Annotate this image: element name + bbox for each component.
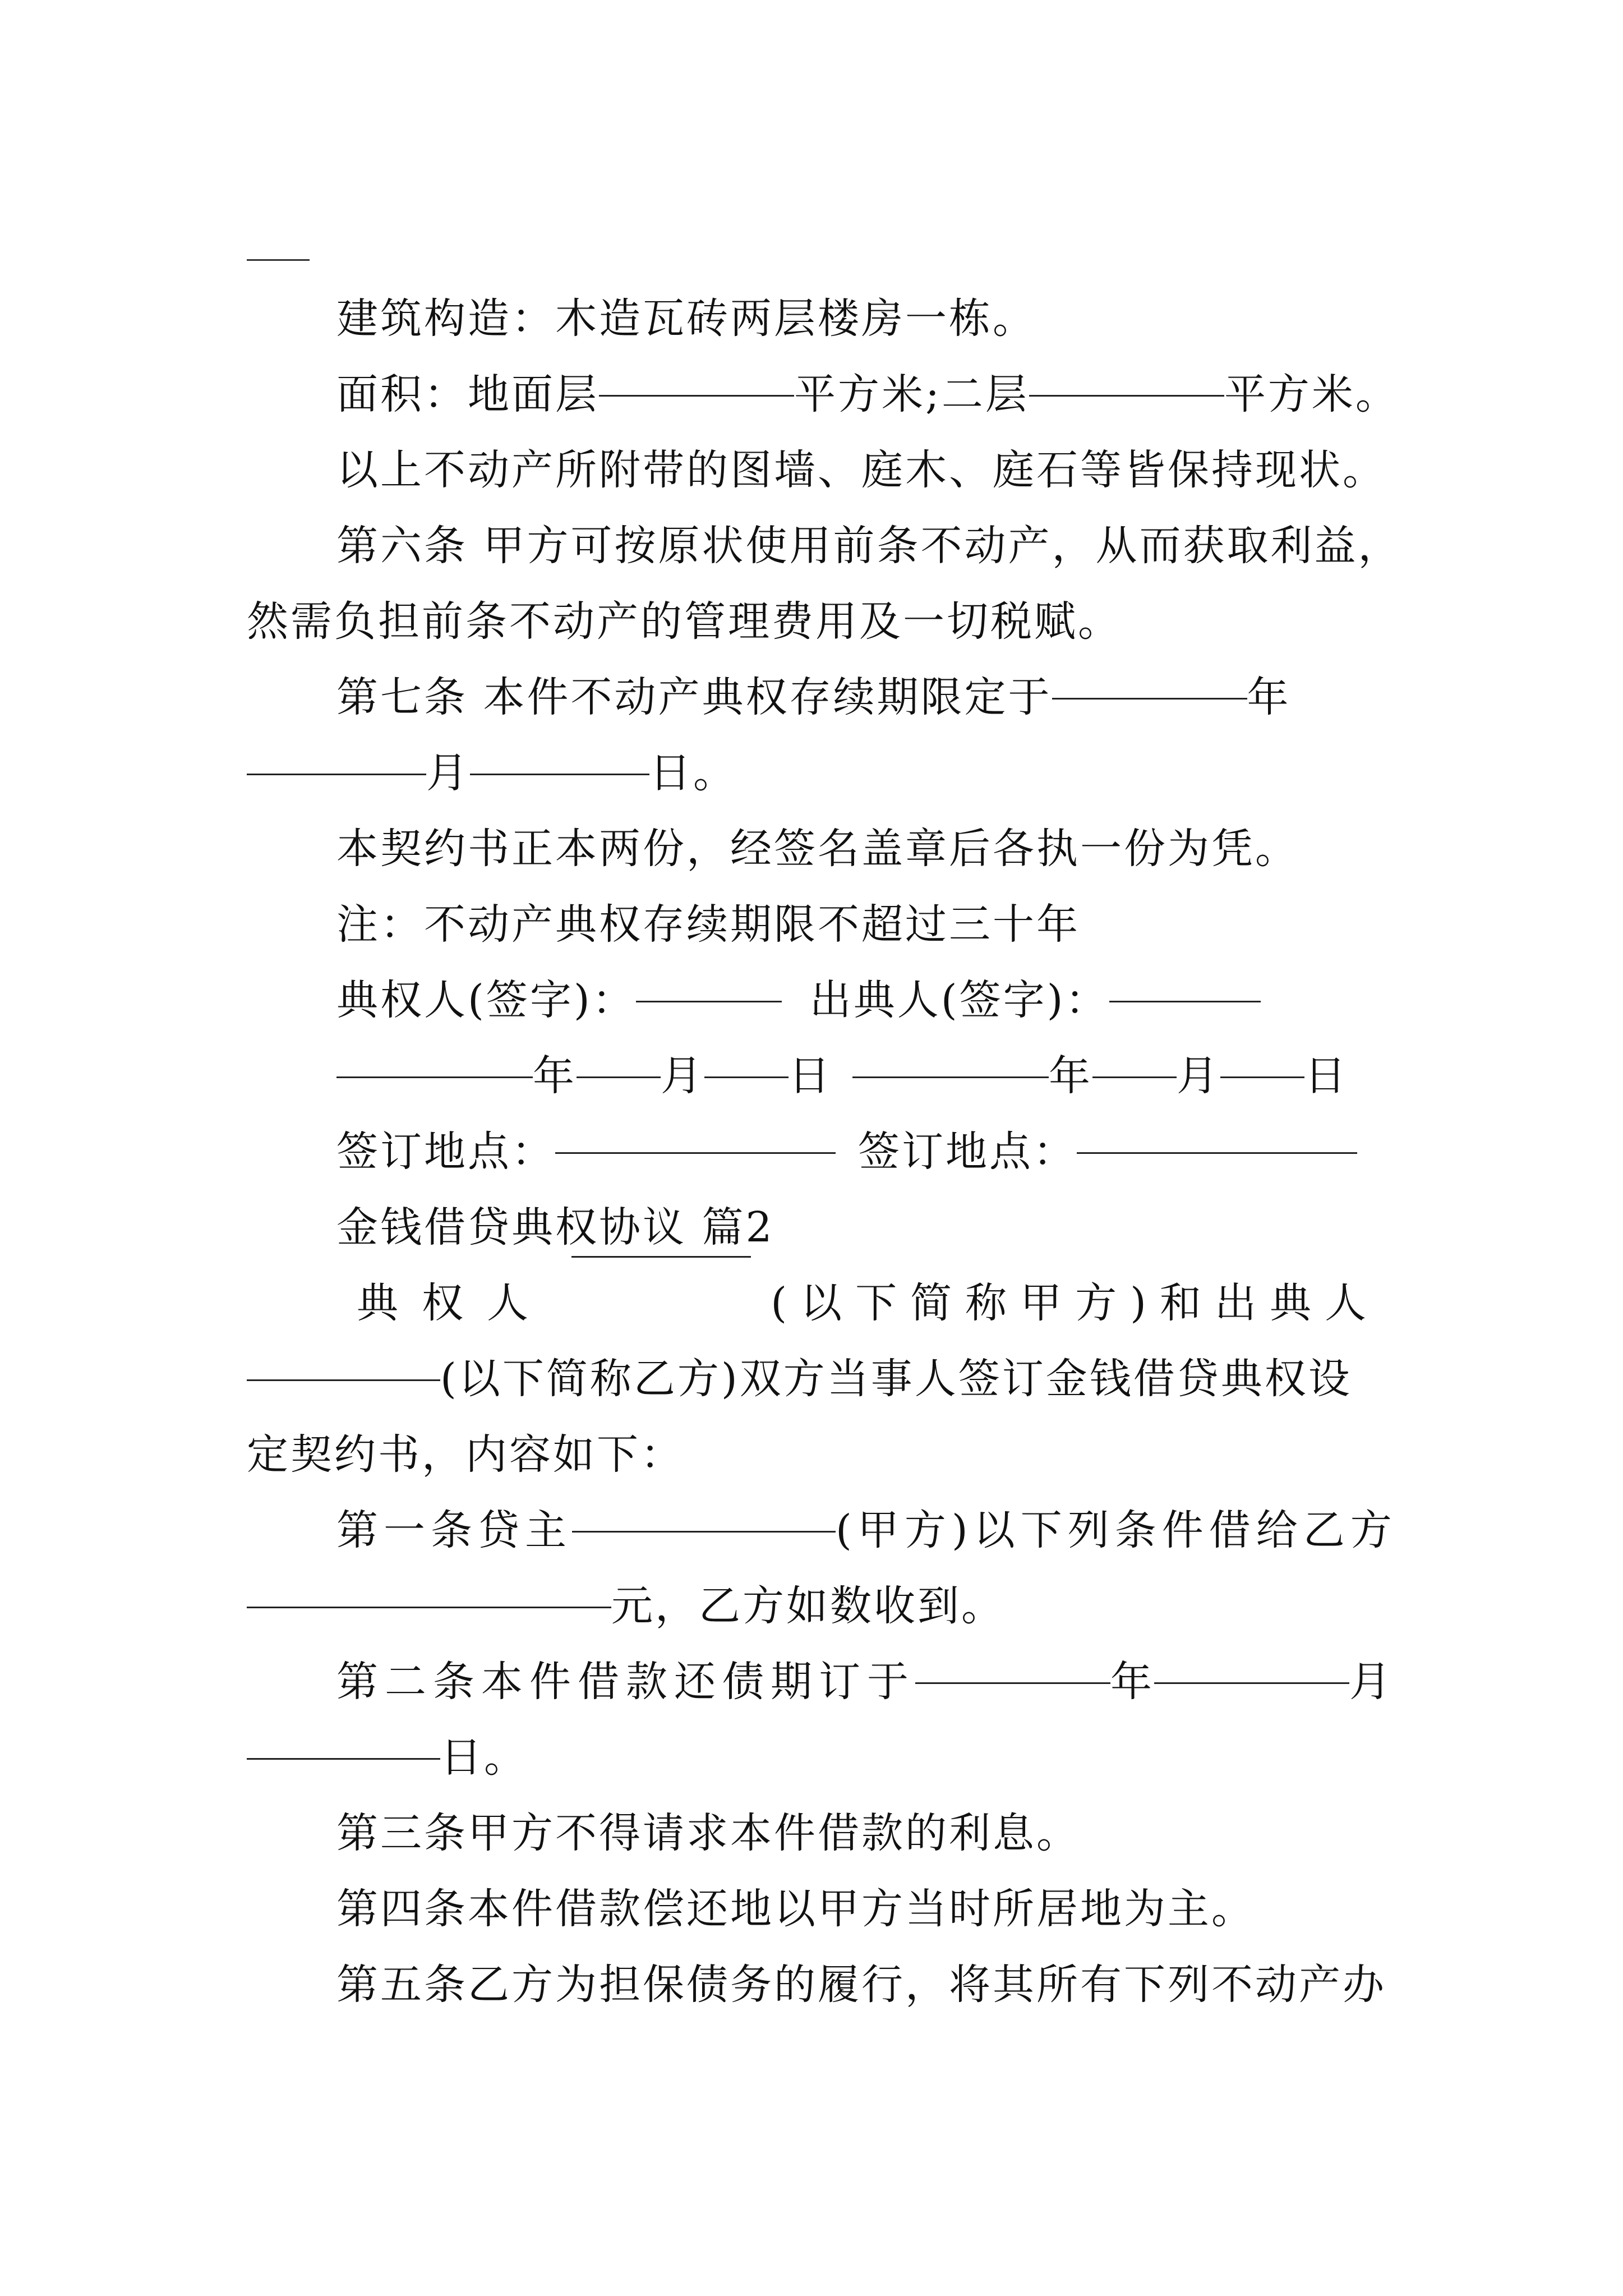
text: 建筑构造：木造瓦砖两层楼房一栋。 <box>336 295 1036 343</box>
article-4-line <box>336 1875 1380 1943</box>
text: 月 <box>1349 1658 1393 1706</box>
building-structure-line <box>336 285 1380 352</box>
article-6-cont-line <box>247 588 1380 655</box>
parties-line <box>336 1269 1380 1337</box>
text: 年 <box>1247 673 1291 721</box>
text: 第六条 甲方可按原状使用前条不动产，从而获取利益， <box>336 522 1402 570</box>
section-heading <box>336 1194 1380 1261</box>
blank-field <box>571 1269 751 1337</box>
text: 日。 <box>440 1733 528 1782</box>
article-1-cont-line <box>247 1572 1380 1640</box>
text: 典权人(签字)： <box>336 976 636 1024</box>
text: 定契约书，内容如下： <box>247 1430 684 1479</box>
text: 日 <box>1304 1052 1348 1100</box>
top-rule <box>247 259 310 261</box>
article-3-line <box>336 1800 1380 1867</box>
article-6-line <box>336 512 1402 579</box>
signing-place-line <box>336 1118 1380 1185</box>
article-1-line <box>336 1497 1398 1564</box>
parties-cont-line-2 <box>247 1421 1380 1488</box>
text: 月 <box>661 1052 704 1100</box>
text: 出典人(签字)： <box>809 976 1109 1024</box>
text: 以上不动产所附带的图墙、庭木、庭石等皆保持现状。 <box>336 446 1386 494</box>
text: 月 <box>426 749 470 797</box>
article-7-line <box>336 664 1380 731</box>
area-line <box>336 361 1399 428</box>
text: 面积：地面层 <box>336 370 599 418</box>
paragraph-line <box>336 436 1386 504</box>
parties-cont-line <box>247 1345 1380 1412</box>
text: 年 <box>1049 1052 1092 1100</box>
text: 注：不动产典权存续期限不超过三十年 <box>336 900 1080 949</box>
text: 平方米。 <box>1224 370 1399 418</box>
article-5-line <box>336 1951 1386 2018</box>
text: (以下简称甲方)和出典人 <box>771 1279 1380 1327</box>
text: (以下简称乙方)双方当事人签订金钱借贷典权设 <box>440 1355 1352 1403</box>
text: 第三条甲方不得请求本件借款的利息。 <box>336 1809 1080 1857</box>
text: 金钱借贷典权协议 篇2 <box>336 1203 774 1251</box>
text: 典权人 <box>357 1279 552 1327</box>
text: 第七条 本件不动产典权存续期限定于 <box>336 673 1052 721</box>
text: (甲方)以下列条件借给乙方 <box>836 1506 1398 1554</box>
text: 第一条贷主 <box>336 1506 572 1554</box>
text: 元，乙方如数收到。 <box>611 1582 1005 1630</box>
signature-line <box>336 967 1380 1034</box>
text: 然需负担前条不动产的管理费用及一切税赋。 <box>247 597 1122 646</box>
article-2-line <box>336 1648 1393 1715</box>
copies-line <box>336 815 1380 882</box>
text: 年 <box>1110 1658 1154 1706</box>
text: 本契约书正本两份，经签名盖章后各执一份为凭。 <box>336 825 1299 873</box>
text: 第五条乙方为担保债务的履行，将其所有下列不动产办 <box>336 1961 1386 2009</box>
text: 签订地点： <box>336 1128 555 1176</box>
date-line <box>336 1042 1380 1110</box>
note-line <box>336 891 1380 958</box>
text: 签订地点： <box>858 1128 1077 1176</box>
text: 第四条本件借款偿还地以甲方当时所居地为主。 <box>336 1885 1255 1933</box>
text: 第二条本件借款还债期订于 <box>336 1658 915 1706</box>
text: 年 <box>533 1052 577 1100</box>
text: 平方米;二层 <box>794 370 1029 418</box>
text: 月 <box>1177 1052 1220 1100</box>
text: 日。 <box>649 749 737 797</box>
article-2-cont-line <box>247 1724 1380 1791</box>
text: 日 <box>789 1052 832 1100</box>
article-7-cont-line <box>247 739 1380 807</box>
